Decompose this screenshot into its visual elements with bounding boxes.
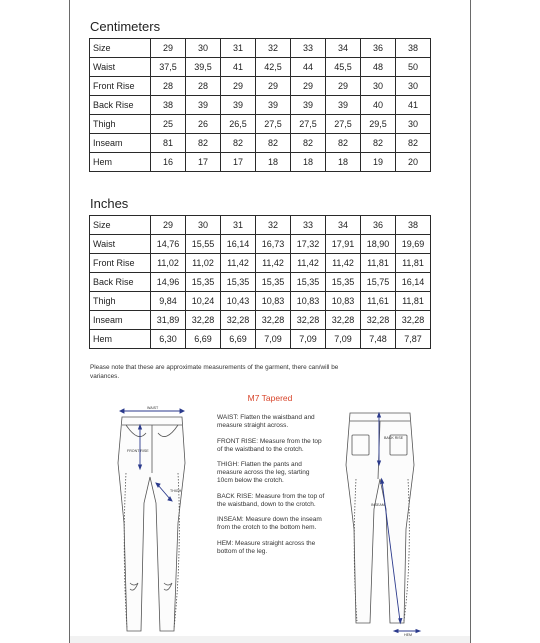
value-cell: 11,81 [396,254,431,273]
value-cell: 17 [221,153,256,172]
value-cell: 32,28 [291,311,326,330]
value-cell: 15,55 [186,235,221,254]
value-cell: 27,5 [256,115,291,134]
inch-section-title: Inches [90,196,129,211]
value-cell: 41 [221,58,256,77]
table-row [90,58,431,77]
value-cell: 48 [361,58,396,77]
instruction-hem: HEM: Measure straight across the bottom of the leg. [217,539,316,555]
value-cell: 25 [151,115,186,134]
value-cell: 34 [326,216,361,235]
value-cell: 41 [396,96,431,115]
page-right-border [470,0,471,643]
value-cell: 33 [291,39,326,58]
value-cell: 45,5 [326,58,361,77]
row-label-cell: Front Rise [90,77,151,96]
value-cell: 17,32 [291,235,326,254]
value-cell: 18 [291,153,326,172]
value-cell: 15,35 [291,273,326,292]
row-label-cell: Hem [90,153,151,172]
table-header-row [90,39,431,58]
table-row [90,134,431,153]
value-cell: 30 [186,39,221,58]
value-cell: 36 [361,39,396,58]
value-cell: 31 [221,216,256,235]
value-cell: 82 [221,134,256,153]
value-cell: 39 [326,96,361,115]
value-cell: 82 [256,134,291,153]
value-cell: 16 [151,153,186,172]
row-label-cell: Thigh [90,115,151,134]
row-label-cell: Size [90,39,151,58]
value-cell: 15,35 [326,273,361,292]
row-label-cell: Back Rise [90,96,151,115]
hem-tag: HEM [404,633,412,637]
value-cell: 82 [291,134,326,153]
row-label-cell: Inseam [90,311,151,330]
value-cell: 39 [221,96,256,115]
value-cell: 11,61 [361,292,396,311]
value-cell: 11,02 [151,254,186,273]
value-cell: 82 [326,134,361,153]
value-cell: 18 [326,153,361,172]
value-cell: 36 [361,216,396,235]
value-cell: 32,28 [221,311,256,330]
value-cell: 14,96 [151,273,186,292]
jeans-front-diagram [108,403,203,635]
inseam-tag: INSEAM [371,503,385,507]
value-cell: 31 [221,39,256,58]
front-rise-tag: FRONT RISE [127,449,149,453]
value-cell: 42,5 [256,58,291,77]
value-cell: 32,28 [186,311,221,330]
value-cell: 30 [361,77,396,96]
value-cell: 29 [151,39,186,58]
value-cell: 18 [256,153,291,172]
value-cell: 29 [151,216,186,235]
value-cell: 16,73 [256,235,291,254]
page-left-border [69,0,70,643]
value-cell: 31,89 [151,311,186,330]
value-cell: 11,81 [396,292,431,311]
value-cell: 32,28 [256,311,291,330]
value-cell: 29 [221,77,256,96]
value-cell: 17,91 [326,235,361,254]
value-cell: 33 [291,216,326,235]
value-cell: 34 [326,39,361,58]
table-row [90,311,431,330]
value-cell: 15,35 [221,273,256,292]
value-cell: 27,5 [291,115,326,134]
value-cell: 7,09 [291,330,326,349]
value-cell: 15,35 [256,273,291,292]
value-cell: 16,14 [221,235,256,254]
row-label-cell: Size [90,216,151,235]
instruction-waist: WAIST: Flatten the waistband and measure straight across. [217,414,315,429]
value-cell: 10,24 [186,292,221,311]
value-cell: 10,83 [326,292,361,311]
value-cell: 32,28 [396,311,431,330]
row-label-cell: Thigh [90,292,151,311]
measurement-note: Please note that these are approximate measurements of the garment, there can/will be variances. [90,364,339,380]
value-cell: 28 [151,77,186,96]
table-row [90,115,431,134]
value-cell: 17 [186,153,221,172]
value-cell: 15,35 [186,273,221,292]
row-label-cell: Back Rise [90,273,151,292]
value-cell: 9,84 [151,292,186,311]
value-cell: 15,75 [361,273,396,292]
value-cell: 10,83 [291,292,326,311]
value-cell: 10,43 [221,292,256,311]
instruction-front-rise: FRONT RISE: Measure from the top of the waistband to the crotch. [217,437,322,453]
row-label-cell: Hem [90,330,151,349]
value-cell: 19 [361,153,396,172]
table-row [90,273,431,292]
value-cell: 11,42 [221,254,256,273]
value-cell: 32,28 [326,311,361,330]
row-label-cell: Front Rise [90,254,151,273]
value-cell: 29 [256,77,291,96]
value-cell: 16,14 [396,273,431,292]
value-cell: 32 [256,216,291,235]
value-cell: 6,69 [221,330,256,349]
value-cell: 7,87 [396,330,431,349]
value-cell: 10,83 [256,292,291,311]
table-row [90,235,431,254]
value-cell: 11,42 [291,254,326,273]
value-cell: 26,5 [221,115,256,134]
table-row [90,254,431,273]
value-cell: 30 [396,115,431,134]
value-cell: 11,81 [361,254,396,273]
value-cell: 19,69 [396,235,431,254]
value-cell: 18,90 [361,235,396,254]
value-cell: 11,42 [256,254,291,273]
value-cell: 28 [186,77,221,96]
value-cell: 50 [396,58,431,77]
jeans-back-diagram [338,409,433,637]
back-rise-tag: BACK RISE [384,436,404,440]
value-cell: 27,5 [326,115,361,134]
value-cell: 6,69 [186,330,221,349]
value-cell: 11,02 [186,254,221,273]
value-cell: 82 [361,134,396,153]
value-cell: 82 [186,134,221,153]
value-cell: 30 [396,77,431,96]
value-cell: 38 [151,96,186,115]
measurement-instructions [217,414,327,563]
value-cell: 7,48 [361,330,396,349]
value-cell: 44 [291,58,326,77]
value-cell: 14,76 [151,235,186,254]
value-cell: 40 [361,96,396,115]
value-cell: 26 [186,115,221,134]
value-cell: 39,5 [186,58,221,77]
value-cell: 6,30 [151,330,186,349]
value-cell: 7,09 [326,330,361,349]
inch-size-table [89,215,431,349]
instruction-thigh: THIGH: Flatten the pants and measure across the leg, starting 10cm below the crotch. [217,461,310,484]
value-cell: 32 [256,39,291,58]
table-row [90,292,431,311]
row-label-cell: Waist [90,235,151,254]
value-cell: 32,28 [361,311,396,330]
value-cell: 39 [256,96,291,115]
table-row [90,330,431,349]
value-cell: 11,42 [326,254,361,273]
table-header-row [90,216,431,235]
model-name: M7 Tapered [247,393,293,403]
value-cell: 20 [396,153,431,172]
waist-tag: WAIST [147,406,159,410]
value-cell: 82 [396,134,431,153]
value-cell: 39 [291,96,326,115]
value-cell: 37,5 [151,58,186,77]
row-label-cell: Waist [90,58,151,77]
instruction-inseam: INSEAM: Measure down the inseam from the crotch to the bottom hem. [217,516,322,531]
table-row [90,153,431,172]
value-cell: 38 [396,39,431,58]
value-cell: 38 [396,216,431,235]
thigh-tag: THIGH [170,489,182,493]
row-label-cell: Inseam [90,134,151,153]
cm-section-title: Centimeters [90,19,161,34]
value-cell: 30 [186,216,221,235]
table-row [90,77,431,96]
cm-size-table [89,38,431,172]
value-cell: 39 [186,96,221,115]
value-cell: 29 [326,77,361,96]
value-cell: 29,5 [361,115,396,134]
table-row [90,96,431,115]
instruction-back-rise: BACK RISE: Measure from the top of the waistband, down to the crotch. [217,492,325,508]
value-cell: 81 [151,134,186,153]
value-cell: 7,09 [256,330,291,349]
value-cell: 29 [291,77,326,96]
page-bottom-strip [70,636,470,643]
